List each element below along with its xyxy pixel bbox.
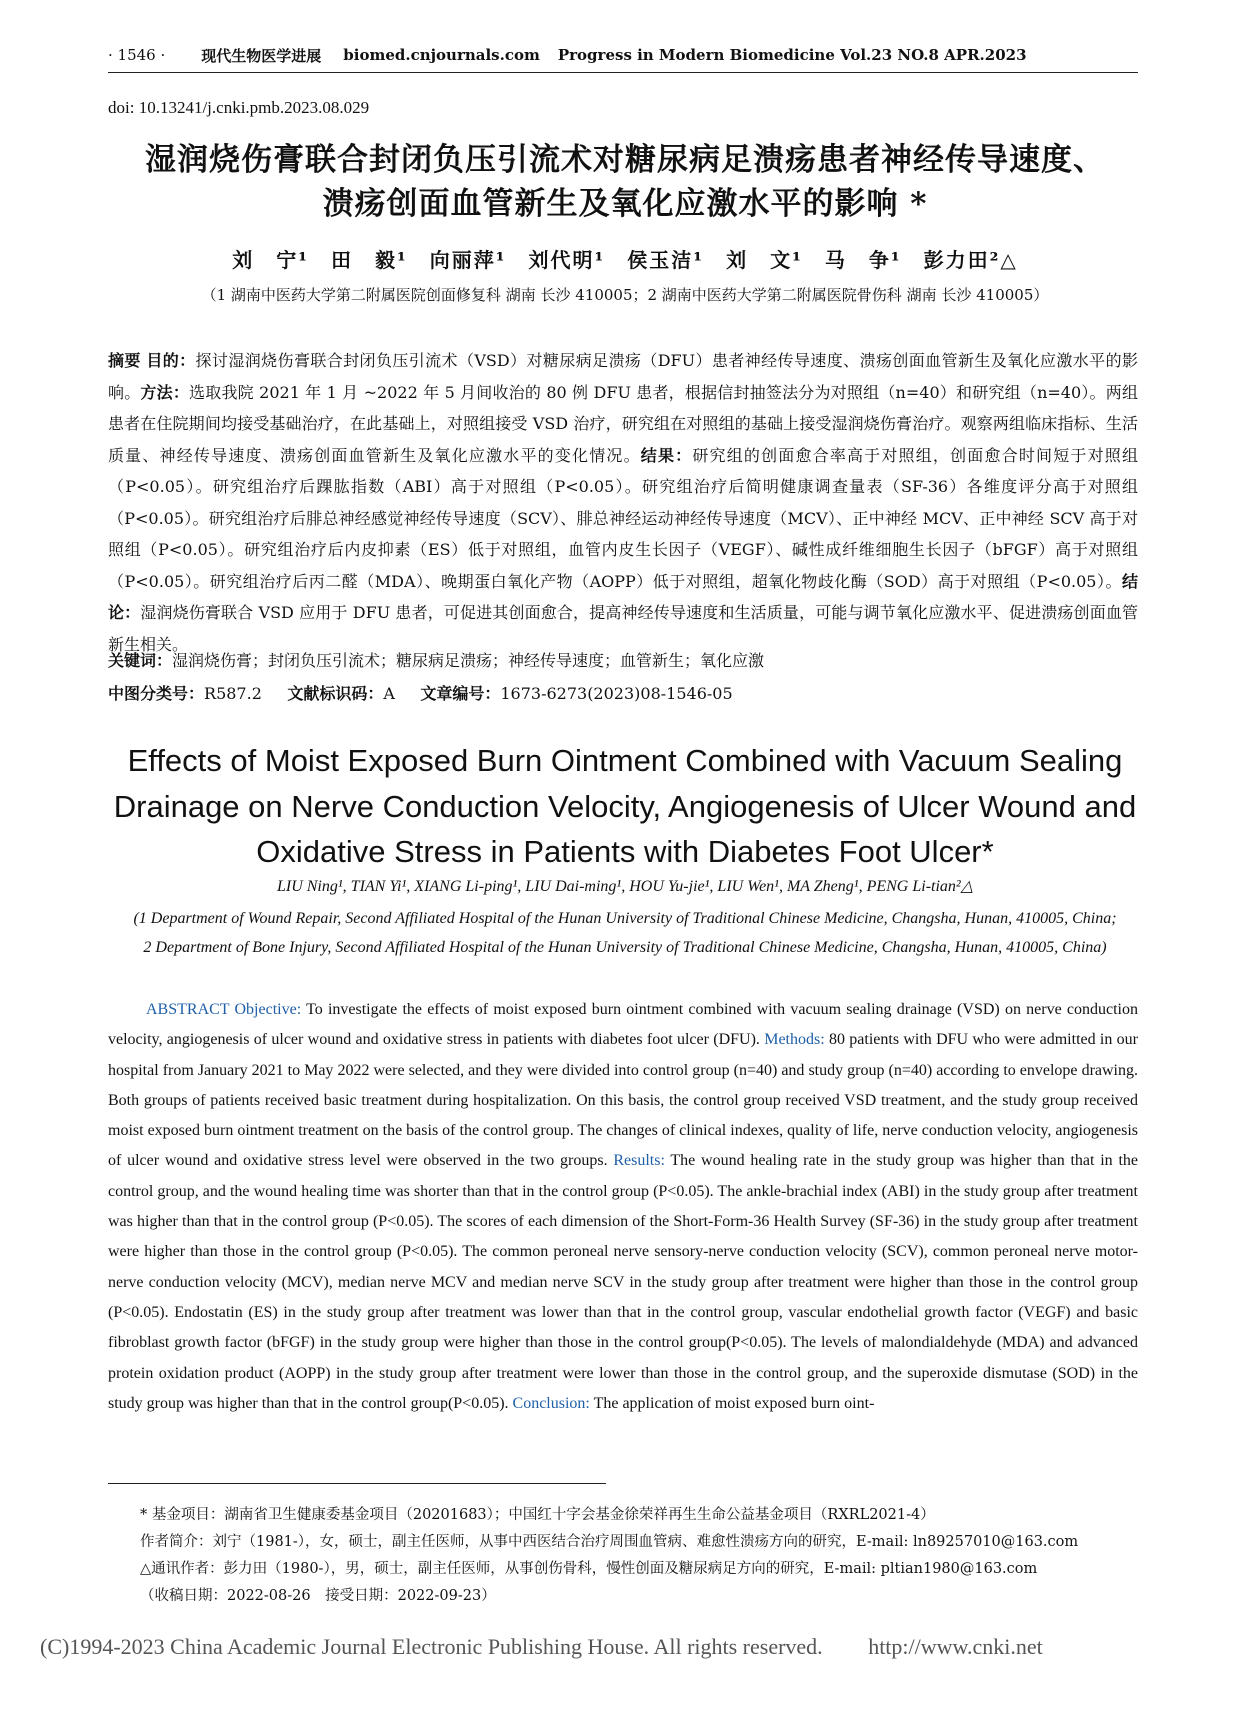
corresponding-author-footnote: △通讯作者：彭力田（1980-），男，硕士，副主任医师，从事创伤骨科，慢性创面及糖尿病足方向的研究，E-mail: pltian1980@163.com	[140, 1561, 1038, 1577]
clc-value: R587.2	[204, 684, 262, 703]
copyright-text: (C)1994-2023 China Academic Journal Electronic Publishing House. All rights reserved.	[40, 1634, 823, 1659]
clc-label: 中图分类号：	[108, 684, 205, 703]
english-title	[100, 738, 1150, 875]
footnote-divider	[108, 1483, 606, 1484]
received-dates: （收稿日期：2022-08-26 接受日期：2022-09-23）	[140, 1588, 496, 1604]
doc-code-label: 文献标识码：	[287, 684, 384, 703]
chinese-title-line-2: 溃疡创面血管新生及氧化应激水平的影响 *	[322, 186, 928, 222]
english-abstract	[108, 995, 1138, 1419]
objective-text-cn: 探讨湿润烧伤膏联合封闭负压引流术（VSD）对糖尿病足溃疡（DFU）患者神经传导速度、溃疡创面血管新生及氧化应激水平的影响。	[108, 351, 1138, 402]
methods-text-cn: 选取我院 2021 年 1 月 ~2022 年 5 月间收治的 80 例 DFU 患者，根据信封抽签法分为对照组（n=40）和研究组（n=40）。两组患者在住院期间均接受基础治疗，在此基础上，对照组接受 VSD 治疗，研究组在对照组的基础上接受湿润烧伤膏治疗。观察两组临床指标、生活质量、神经传导速度、溃疡创面血管新生及氧化应激水平的变化情况。	[108, 382, 1138, 465]
methods-label-en: Methods:	[764, 1031, 825, 1049]
chinese-title	[100, 138, 1150, 226]
funding-footnote: * 基金项目：湖南省卫生健康委基金项目（20201683）；中国红十字会基金徐荣祥再生生命公益基金项目（RXRL2021-4）	[140, 1507, 935, 1523]
article-number-label: 文章编号：	[420, 684, 501, 703]
doi: doi: 10.13241/j.cnki.pmb.2023.08.029	[108, 98, 370, 117]
chinese-title-line-1: 湿润烧伤膏联合封闭负压引流术对糖尿病足溃疡患者神经传导速度、	[145, 142, 1105, 178]
objective-label-cn: 目的：	[146, 351, 196, 370]
results-text-cn: 研究组的创面愈合率高于对照组，创面愈合时间短于对照组（P<0.05）。研究组治疗后踝肱指数（ABI）高于对照组（P<0.05）。研究组治疗后简明健康调查量表（SF-36）各维度评分高于对照组（P<0.05）。研究组治疗后腓总神经感觉神经传导速度（SCV）、腓总神经运动神经传导速度（MCV）、正中神经 MCV、正中神经 SCV 高于对照组（P<0.05）。研究组治疗后内皮抑素（ES）低于对照组，血管内皮生长因子（VEGF）、碱性成纤维细胞生长因子（bFGF）高于对照组（P<0.05）。研究组治疗后丙二醛（MDA）、晚期蛋白氧化产物（AOPP）低于对照组，超氧化物歧化酶（SOD）高于对照组（P<0.05）。	[108, 445, 1138, 591]
results-label-en: Results:	[613, 1152, 665, 1170]
classification-line	[108, 681, 1138, 704]
journal-name-cn: 现代生物医学进展	[201, 46, 322, 65]
journal-name-en: Progress in Modern Biomedicine Vol.23 NO.8 APR.2023	[557, 46, 1027, 64]
results-label-cn: 结果：	[640, 445, 693, 465]
author-footnote: 作者简介：刘宁（1981-），女，硕士，副主任医师，从事中西医结合治疗周围血管病、难愈性溃疡方向的研究，E-mail: ln89257010@163.com	[140, 1534, 1079, 1550]
chinese-abstract	[108, 345, 1138, 660]
keywords-label-cn: 关键词：	[108, 651, 173, 670]
footnotes	[140, 1502, 1140, 1610]
results-text-en: The wound healing rate in the study group was higher than that in the control group, and the wound healing time was shorter than that in the control group (P<0.05). The ankle-brachial index (ABI) in the study group after treatment was higher than that in the control group (P<0.05). The scores of each dimension of the Short-Form-36 Health Survey (SF-36) in the study group after treatment were higher than those in the control group (P<0.05). The common peroneal nerve sensory-nerve conduction velocity (SCV), common peroneal nerve motor-nerve conduction velocity (MCV), median nerve MCV and median nerve SCV in the study group after treatment were higher than those in the control group (P<0.05). Endostatin (ES) in the study group after treatment was lower than that in the control group, vascular endothelial growth factor (VEGF) and basic fibroblast growth factor (bFGF) in the study group were higher than those in the control group(P<0.05). The levels of malondialdehyde (MDA) and advanced protein oxidation product (AOPP) in the study group after treatment were lower than those in the control group, and the superoxide dismutase (SOD) in the study group was higher than that in the control group(P<0.05).	[108, 1152, 1138, 1412]
chinese-authors: 刘 宁¹ 田 毅¹ 向丽萍¹ 刘代明¹ 侯玉洁¹ 刘 文¹ 马 争¹ 彭力田²△	[232, 248, 1018, 272]
english-title-line-1: Effects of Moist Exposed Burn Ointment Combined with Vacuum Sealing	[127, 743, 1123, 778]
chinese-keywords	[108, 648, 1138, 671]
methods-text-en: 80 patients with DFU who were admitted in our hospital from January 2021 to May 2022 were selected, and they were divided into control group (n=40) and study group (n=40) according to envelope drawing. Both groups of patients received basic treatment during hospitalization. On this basis, the control group received VSD treatment, and the study group received moist exposed burn ointment treatment on the basis of the control group. The changes of clinical indexes, quality of life, nerve conduction velocity, angiogenesis of ulcer wound and oxidative stress level were observed in the two groups.	[108, 1031, 1138, 1170]
conclusion-label-en: Conclusion:	[512, 1394, 590, 1412]
copyright-watermark	[40, 1634, 1220, 1660]
objective-text-en: To investigate the effects of moist exposed burn ointment combined with vacuum sealing drainage (VSD) on nerve conduction velocity, angiogenesis of ulcer wound and oxidative stress in patients with diabetes foot ulcer (DFU).	[108, 1001, 1138, 1049]
journal-url: biomed.cnjournals.com	[343, 46, 540, 64]
page-number: · 1546 ·	[108, 46, 166, 64]
chinese-affiliation: （1 湖南中医药大学第二附属医院创面修复科 湖南 长沙 410005；2 湖南中医药大学第二附属医院骨伤科 湖南 长沙 410005）	[201, 286, 1049, 304]
methods-label-cn: 方法：	[140, 382, 190, 402]
english-title-line-3: Oxidative Stress in Patients with Diabetes Foot Ulcer*	[256, 834, 994, 869]
doc-code-value: A	[383, 684, 395, 703]
english-affiliation: (1 Department of Wound Repair, Second Affiliated Hospital of the Hunan University of Traditional Chinese Medicine, Changsha, Hunan, 410005, China; 2 Department of Bone Injury, Second Affiliated Hospital of the Hunan University of Traditional Chinese Medicine, Changsha, Hunan, 410005, China)	[133, 910, 1117, 956]
english-title-line-2: Drainage on Nerve Conduction Velocity, Angiogenesis of Ulcer Wound and	[113, 788, 1137, 824]
conclusion-label-cn: 结论：	[108, 571, 1138, 622]
objective-label-en: ABSTRACT Objective:	[146, 1001, 302, 1018]
running-header	[108, 40, 1138, 70]
conclusion-text-cn: 湿润烧伤膏联合 VSD 应用于 DFU 患者，可促进其创面愈合，提高神经传导速度和生活质量，可能与调节氧化应激水平、促进溃疡创面血管新生相关。	[108, 603, 1138, 654]
abstract-label-cn: 摘要	[108, 351, 141, 370]
header-divider	[108, 72, 1138, 73]
article-number-value: 1673-6273(2023)08-1546-05	[500, 684, 733, 703]
english-authors: LIU Ning¹, TIAN Yi¹, XIANG Li-ping¹, LIU Dai-ming¹, HOU Yu-jie¹, LIU Wen¹, MA Zheng¹, PENG Li-tian²△	[276, 878, 974, 895]
cnki-link[interactable]: http://www.cnki.net	[868, 1634, 1043, 1659]
keywords-text-cn: 湿润烧伤膏；封闭负压引流术；糖尿病足溃疡；神经传导速度；血管新生；氧化应激	[172, 651, 765, 670]
conclusion-text-en: The application of moist exposed burn oint-	[589, 1394, 875, 1412]
